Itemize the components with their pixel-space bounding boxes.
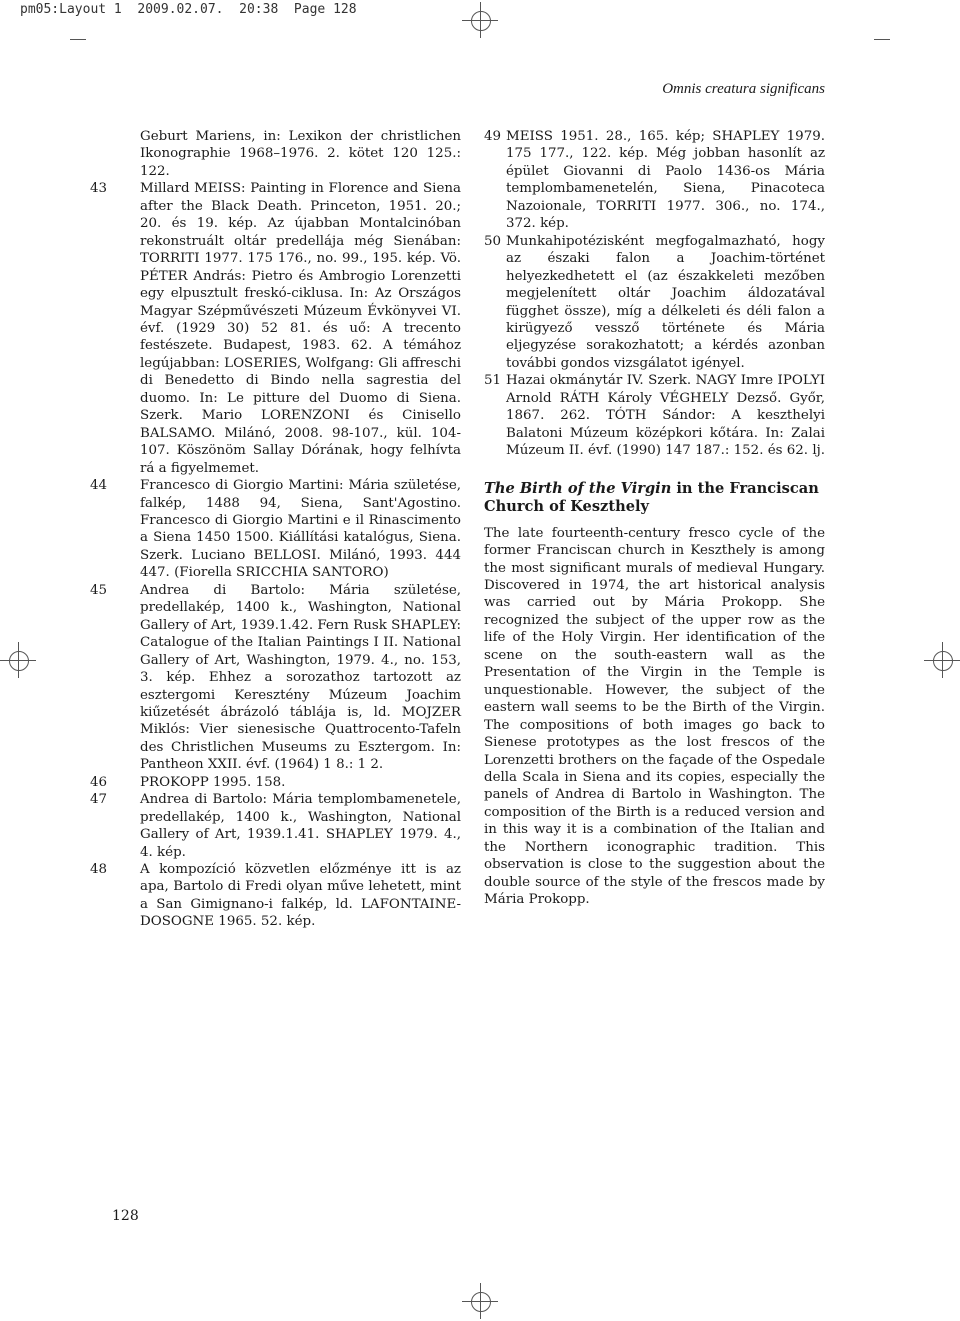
running-head: Omnis creatura significans [662, 81, 825, 97]
crop-mark-top-left [70, 20, 90, 40]
footnote-43: 43 Millard MEISS: Painting in Florence and Siena after the Black Death. Princeton, 1951. 20.; 20. és 19. kép. Az újabban Montalcinóban rekonstruált oltár predellája még Sienában: TORRITI 1977. 175 176., no. 99., 195. kép. Vö. PÉTER András: Pietro és Ambrogio Lorenzetti egy elpusztult freskó-ciklusa. In: Az Országos Magyar Szépművészeti Múzeum Évkönyvei VI. évf. (1929 30) 52 81. és uő: A trecento festészete. Budapest, 1983. 62. A témához legújabban: LOSERIES, Wolfgang: Gli affreschi di Benedetto di Bindo nella sagrestia del duomo. In: Le pitture del Duomo di Siena. Szerk. Mario LORENZONI és Cinisello BALSAMO. Milánó, 2008. 98-107., kül. 104-107. Köszönöm Sallay Dórának, hogy felhívta rá a figyelmemet. [90, 181, 461, 476]
footnote-51: 51 Hazai okmánytár IV. Szerk. NAGY Imre IPOLYI Arnold RÁTH Károly VÉGHELY Dezső. Győr, 1867. 262. TÓTH Sándor: A keszthelyi Balatoni Múzeum középkori kőtára. In: Zalai Múzeum II. évf. (1990) 147 187.: 152. és 62. lj. [484, 373, 826, 459]
footnotes-left-column [90, 128, 461, 931]
english-summary: The late fourteenth-century fresco cycle of the former Franciscan church in Keszthely is among the most significant murals of medieval Hungary. Discovered in 1974, the art historical analysis was carried out by Mária Prokopp. She recognized the subject of the upper row as the life of the Holy Virgin. Her identification of the scene on the south-eastern wall as the Presentation of the Virgin in the Temple is unquestionable. However, the subject of the eastern wall seems to be the Birth of the Virgin. The compositions of both images go back to Sienese prototypes as the lost frescos of the Lorenzetti brothers on the façade of the Ospedale della Scala in Siena and its copies, especially the panels of Andrea di Bartolo in Washington. The composition of the Birth is a reduced version and in this way it is a combination of the Italian and the Northern iconographic tradition. This observation is close to the suggestion about the double source of the style of the frescos made by Mária Prokopp. [484, 525, 825, 908]
footnote-45: 45 Andrea di Bartolo: Mária születése, predellakép, 1400 k., Washington, National Gallery of Art, 1939.1.42. Fern Rusk SHAPLEY: Catalogue of the Italian Paintings I II. National Gallery of Art, Washington, 1979. 4., no. 153, 3. kép. Ehhez a sorozathoz tartozott az esztergomi Keresztény Múzeum Joachim kiűzetését ábrázoló táblája is, ld. MOJZER Miklós: Vier sienesische Quattrocento-Tafeln des Christlichen Museums zu Esztergom. In: Pantheon XXII. évf. (1964) 1 8.: 1 2. [90, 582, 461, 773]
summary-heading-rest: in the Franciscan Church of Keszthely [484, 479, 819, 516]
footnote-42-continued: Geburt Mariens, in: Lexikon der christlichen Ikonographie 1968–1976. 2. kötet 120 125.: 122. [140, 129, 461, 179]
summary-heading [484, 480, 825, 517]
crop-mark-top-right [870, 20, 890, 40]
registration-mark-right [924, 642, 960, 678]
right-column [484, 128, 825, 909]
print-slug: pm05:Layout 1 2009.02.07. 20:38 Page 128 [20, 2, 357, 17]
registration-mark-bottom [462, 1283, 498, 1319]
footnote-44: 44 Francesco di Giorgio Martini: Mária születése, falkép, 1488 94, Siena, Sant'Agostino. Francesco di Giorgio Martini e il Rinascimento a Siena 1450 1500. Kiállítási katalógus, Siena. Szerk. Luciano BELLOSI. Milánó, 1993. 444 447. (Fiorella SRICCHIA SANTORO) [90, 478, 461, 581]
summary-heading-italic: The Birth of the Virgin [484, 479, 672, 497]
footnote-49: 49 MEISS 1951. 28., 165. kép; SHAPLEY 1979. 175 177., 122. kép. Még jobban hasonlít az épület Giovanni di Paolo 1436-os Mária templombamenetelén, Siena, Pinacoteca Nazoionale, TORRITI 1977. 306., no. 174., 372. kép. [484, 129, 825, 232]
footnote-50: 50 Munkahipotézisként megfogalmazható, hogy az északi falon a Joachim-történet helyezkedhetett el (az északkeleti mezőben megjelenített oltár Joachim áldozatával függhet össze), míg a délkeleti és déli falon a kirügyező vessző története és Mária eljegyzése sorakozhatott; a kérdés azonban további gondos vizsgálatot igényel. [484, 233, 825, 371]
page-number: 128 [112, 1208, 139, 1224]
footnote-47: 47 Andrea di Bartolo: Mária templombamenetele, predellakép, 1400 k., Washington, National Gallery of Art, 1939.1.41. SHAPLEY 1979. 4., 4. kép. [90, 792, 461, 860]
footnote-46: 46 PROKOPP 1995. 158. [90, 774, 286, 790]
footnote-48: 48 A kompozíció közvetlen előzménye itt is az apa, Bartolo di Fredi olyan műve lehetett, mint a San Gimignano-i falkép, ld. LAFONTAINE-DOSOGNE 1965. 52. kép. [90, 862, 461, 930]
registration-mark-top [462, 2, 498, 38]
registration-mark-left [0, 642, 36, 678]
